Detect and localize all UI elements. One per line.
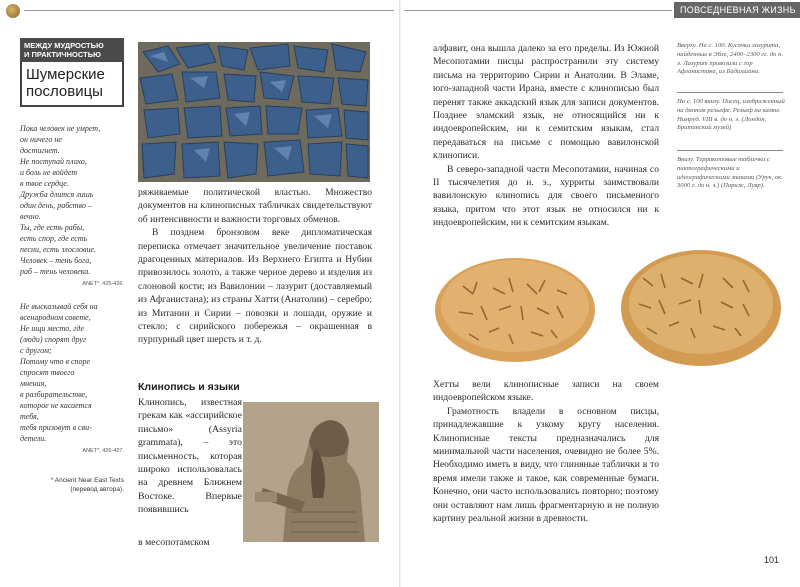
top-rule-right bbox=[404, 10, 672, 11]
lapis-lazuli-photo bbox=[138, 42, 370, 182]
proverb-block-1: Пока человек не умрет, он ничего не достигнет. Не поступай плохо, и боль не войдет в твое сердце. Дружба длится лишь один день, рабство – вечно. Ты, где есть рабы, есть спор, где есть песни, есть злословие. Человек – тень бога, раб – тень человека. bbox=[20, 124, 101, 276]
cuneiform-paragraph: Клинопись, известная грекам как «ассирийское письмо» (Assyria grammata), – это письменность, которая широко использовалась на древнем Ближнем Востоке. Впервые появившись bbox=[138, 397, 242, 516]
left-paragraph-2: В позднем бронзовом веке дипломатическая переписка отмечает значительное увеличение поставок драгоценных материалов. Из Верхнего Египта и Нубии привозилось золото, а также черное дерево и изделия из слоновой кости; из Вавилонии – лазурит (доставляемый из Афганистана); из страны Хатти (Анатолии) – серебро; из Митании и Сирии – повозки и лошади, оружие и стекло; с сирийского побережья – окрашенная в пурпурный цвет шерсть и т. д. bbox=[138, 227, 372, 346]
right-column-text bbox=[433, 42, 659, 230]
section-heading-cuneiform: Клинопись и языки bbox=[138, 381, 240, 393]
left-column-text bbox=[138, 186, 372, 347]
sidebar-section-line2: И ПРАКТИЧНОСТЬЮ bbox=[24, 50, 101, 59]
right-paragraph-1: алфавит, она вышла далеко за его пределы. Из Южной Месопотамии писцы распространили эту систему письма на территорию Сирии и Анатолии. В Эламе, юго-западной части Ирана, вместе с клинописью был перенят также аккадский язык для записи документов. Позднее эламский язык, не относящийся ни к индоевропейским, ни к семитским языкам, стал передаваться на письме с помощью вавилонской клинописи. bbox=[433, 43, 659, 162]
sidebar-section-bar bbox=[20, 38, 124, 62]
proverbs-sidebar bbox=[20, 38, 124, 550]
sidebar-section-line1: МЕЖДУ МУДРОСТЬЮ bbox=[24, 41, 104, 50]
caption-scribe: На с. 100 внизу. Писец, изображенный на данном рельефе. Рельеф на камне. Нимруд. VIII в. до н. э. (Лондон, Британский музей) bbox=[677, 98, 785, 132]
cuneiform-intro-text bbox=[138, 396, 242, 517]
book-logo-icon bbox=[6, 4, 20, 18]
sidebar-title: Шумерские пословицы bbox=[20, 62, 124, 107]
proverb-ref-1: ANET*, 425-426. bbox=[82, 281, 124, 287]
running-head: ПОВСЕДНЕВНАЯ ЖИЗНЬ bbox=[674, 2, 800, 18]
clay-tablets-image bbox=[433, 248, 785, 372]
lapis-stones-image bbox=[138, 42, 370, 182]
page-number: 101 bbox=[764, 555, 780, 565]
scribe-relief-photo bbox=[243, 402, 379, 542]
cuneiform-intro-tail bbox=[138, 536, 242, 549]
sidebar-footnote: * Ancient Near East Texts (перевод автора). bbox=[50, 477, 124, 493]
scribe-relief-image bbox=[243, 402, 379, 542]
cuneiform-paragraph-tail: в месопотамском bbox=[138, 537, 210, 548]
proverb-ref-2: ANET*, 426-427. bbox=[82, 448, 124, 454]
caption-rule-2 bbox=[677, 150, 783, 151]
right-column-lower-text bbox=[433, 378, 659, 525]
right-paragraph-4: Грамотность владели в основном писцы, принадлежавшие к узкому кругу населения. Клинописные тексты предназначались для минимальной части населения, очевидно не более 5%. Необходимо иметь в виду, что глиняные таблички в то время имели также и такое, как современные бумаги. Конечно, они часто использовались повторно; поэтому они оставляют нам лишь фрагментарную и не полную картину реальной жизни в древности. bbox=[433, 405, 659, 525]
top-rule-left bbox=[24, 10, 394, 11]
right-paragraph-2: В северо-западной части Месопотамии, начиная со II тысячелетия до н. э., хурриты заимствовали вавилонскую клинопись для своего письменного языка, притом что этот язык не относился ни к индоевропейским, ни к семитским языкам. bbox=[433, 163, 659, 229]
left-paragraph-1: ряживаемые политической властью. Множество документов на клинописных табличках свидетельствуют об интенсивности и важности торговых обменов. bbox=[138, 187, 372, 225]
caption-lapis: Вверху. На с. 100. Кусочки лазурита, найденные в Эбле, 2400–2300 гг. до н. э. Лазурит привозили с гор Афганистана, из Бадахшана. bbox=[677, 42, 783, 76]
proverb-block-2: Не высказывай себя на всенародном совете, Не ищи место, где (люди) спорят друг с другом; Потому что в споре спросят твоего мнения, в разбирательстве, которое не касается тебя, тебя призовут в сви- детели. bbox=[20, 302, 98, 443]
caption-tablets: Внизу. Терракотовые таблички с пиктографическими и идеографическими знаками (Урук, ок. 3000 г. до н. э.) (Париж, Лувр). bbox=[677, 156, 783, 190]
caption-rule-1 bbox=[677, 92, 783, 93]
right-paragraph-3: Хетты вели клинописные записи на своем индоевропейском языке. bbox=[433, 379, 659, 404]
clay-tablets-photo bbox=[433, 248, 785, 372]
gutter bbox=[399, 0, 401, 587]
